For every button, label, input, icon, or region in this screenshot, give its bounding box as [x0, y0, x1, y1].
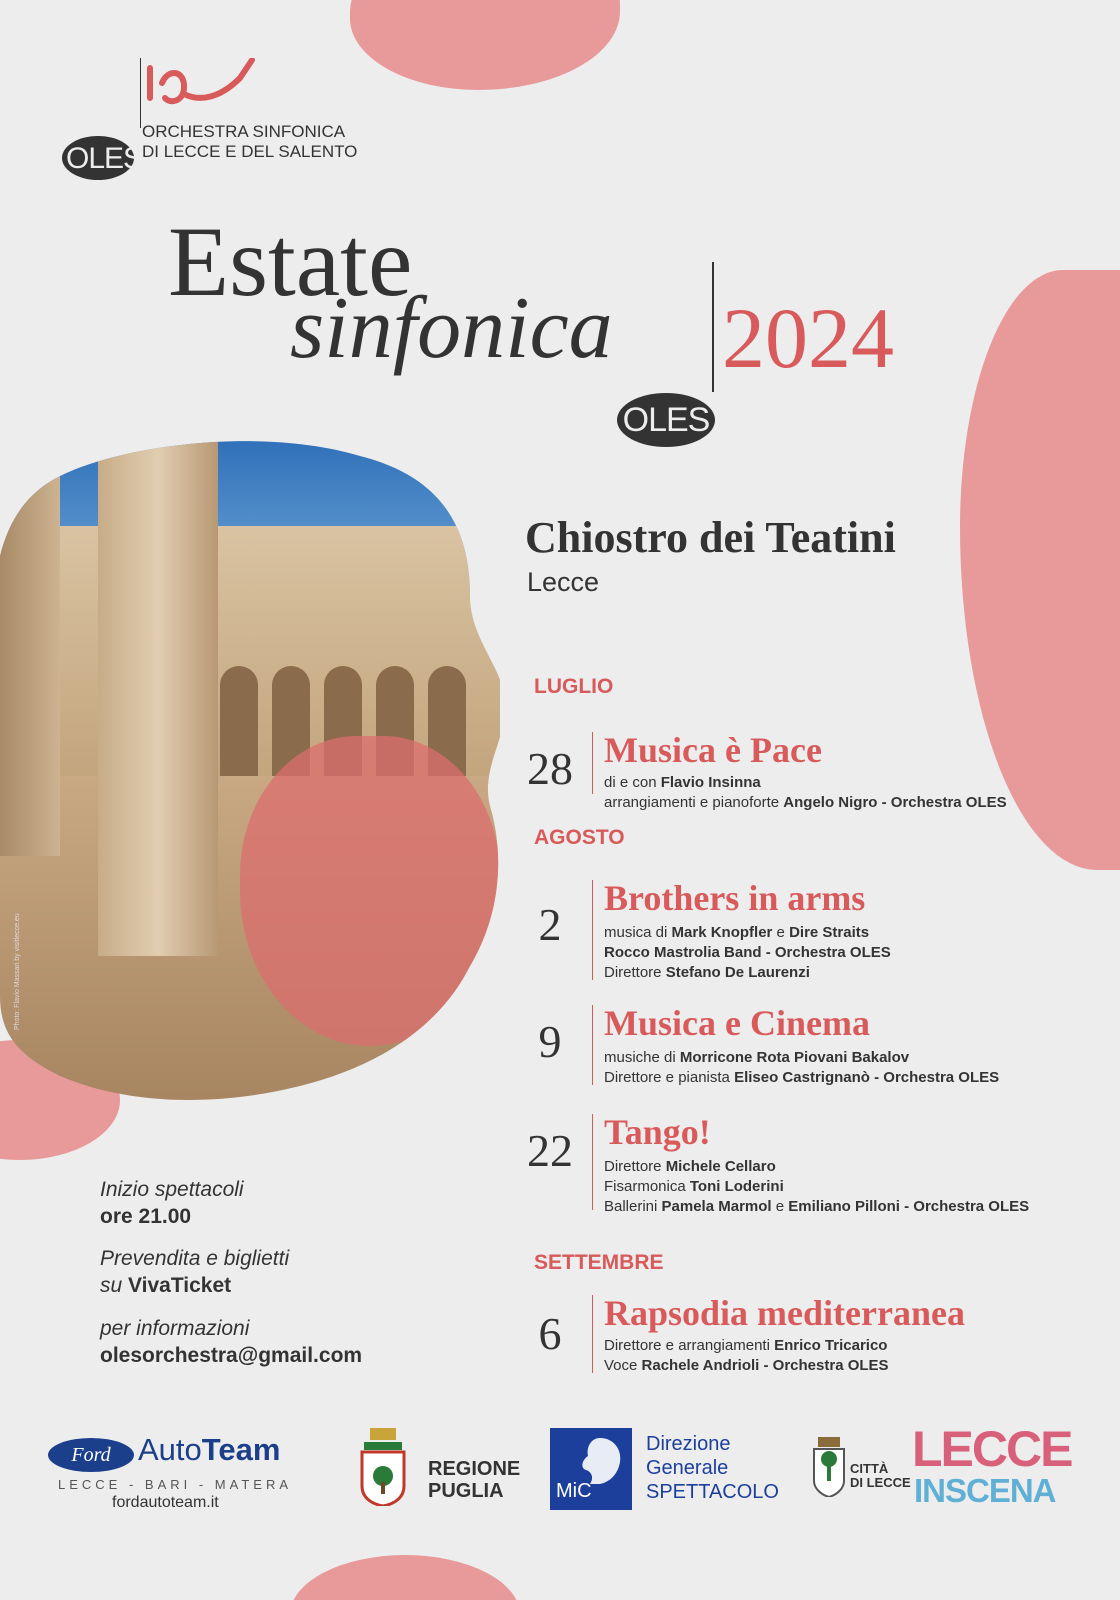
event-credit-line: Fisarmonica Toni Loderini [604, 1178, 784, 1195]
event-credit-line: Ballerini Pamela Marmol e Emiliano Pilloni - Orchestra OLES [604, 1198, 1030, 1215]
event-credit-line: musiche di Morricone Rota Piovani Bakalov [604, 1049, 910, 1066]
event-title: Tango! [604, 1112, 711, 1152]
month-label-september: SETTEMBRE [534, 1251, 664, 1274]
event-title: Brothers in arms [604, 878, 866, 918]
autoteam-name: AutoTeam [138, 1432, 281, 1467]
contact-email[interactable]: olesorchestra@gmail.com [100, 1344, 363, 1368]
photo-pink-overlay [240, 736, 500, 1046]
autoteam-url[interactable]: fordautoteam.it [112, 1494, 219, 1511]
month-label-august: AGOSTO [534, 826, 625, 849]
event-credit-line: Direttore e arrangiamenti Enrico Tricarico [604, 1337, 888, 1354]
citta-di-lecce-crest-icon [812, 1437, 846, 1497]
event-item [520, 880, 1080, 980]
event-title: Musica e Cinema [604, 1003, 870, 1043]
event-divider [592, 1005, 593, 1085]
oles-logo-text: OLES [66, 142, 143, 175]
event-divider [592, 1114, 593, 1210]
event-credit-line: Rocco Mastrolia Band - Orchestra OLES [604, 944, 891, 961]
contact-label: per informazioni [100, 1317, 250, 1340]
event-day: 9 [538, 1016, 562, 1067]
regione-puglia-label: REGIONE PUGLIA [428, 1458, 521, 1502]
event-day: 22 [527, 1125, 573, 1176]
month-label-july: LUGLIO [534, 675, 614, 698]
venue-name: Chiostro dei Teatini [525, 513, 896, 562]
autoteam-cities: LECCE - BARI - MATERA [58, 1477, 293, 1492]
regione-puglia-crest-icon [358, 1428, 408, 1506]
baton-icon [140, 58, 260, 128]
event-divider [592, 1295, 593, 1373]
event-credit-line: Direttore Michele Cellaro [604, 1158, 776, 1175]
tickets-label: Prevendita e biglietti [100, 1247, 290, 1270]
orchestra-logo [62, 58, 402, 188]
event-item [520, 732, 1080, 812]
event-credit-line: Voce Rachele Andrioli - Orchestra OLES [604, 1357, 889, 1374]
event-title: Musica è Pace [604, 730, 822, 770]
title-estate: Estate [168, 206, 413, 317]
title-year: 2024 [722, 290, 894, 386]
mic-logo [550, 1428, 632, 1510]
tickets-info: Prevendita e biglietti su VivaTicket [100, 1247, 290, 1298]
show-start-time: ore 21.00 [100, 1205, 192, 1229]
ford-logo: Ford [48, 1438, 134, 1472]
photo-pillar-left [0, 456, 60, 856]
decorative-blob-bottom [290, 1555, 520, 1600]
event-divider [592, 880, 593, 980]
event-credit-line: Direttore e pianista Eliseo Castrignanò - Orchestra OLES [604, 1069, 1000, 1086]
tickets-vendor: VivaTicket [128, 1274, 232, 1298]
citta-di-lecce-label: CITTÀ DI LECCE [850, 1461, 911, 1491]
venue-city: Lecce [527, 567, 600, 597]
mic-direction-label: Direzione Generale SPETTACOLO [646, 1433, 779, 1503]
title-sinfonica: sinfonica [290, 280, 613, 377]
show-start-info [100, 1176, 244, 1231]
event-credit-line: di e con Flavio Insinna [604, 774, 761, 791]
event-credit-line: musica di Mark Knopfler e Dire Straits [604, 924, 870, 941]
event-item [520, 1005, 1080, 1085]
event-day: 2 [538, 899, 562, 950]
mic-badge: MiC [556, 1480, 592, 1502]
event-title: Rapsodia mediterranea [604, 1293, 965, 1333]
cloister-photo [0, 436, 500, 1106]
event-item [520, 1295, 1080, 1375]
orchestra-name-line1: ORCHESTRA SINFONICA [142, 122, 346, 141]
event-day: 6 [538, 1308, 562, 1359]
event-credit-line: arrangiamenti e pianoforte Angelo Nigro - Orchestra OLES [604, 794, 1007, 811]
lecce-inscena-logo-line2: INSCENA [914, 1472, 1056, 1509]
photo-pillar [98, 436, 218, 956]
show-start-label: Inizio spettacoli [100, 1178, 244, 1201]
event-credit-line: Direttore Stefano De Laurenzi [604, 964, 810, 981]
orchestra-name-line2: DI LECCE E DEL SALENTO [142, 142, 358, 161]
photo-credit: Photo: Flavio Massari by visitlecce.eu [14, 913, 21, 1030]
title-oles-mark: OLES [617, 393, 715, 447]
event-day: 28 [527, 743, 573, 794]
contact-info [100, 1315, 362, 1370]
lecce-inscena-logo-line1: LECCE [912, 1421, 1072, 1477]
event-divider [592, 732, 593, 794]
event-item [520, 1114, 1080, 1214]
title-divider [712, 262, 714, 392]
